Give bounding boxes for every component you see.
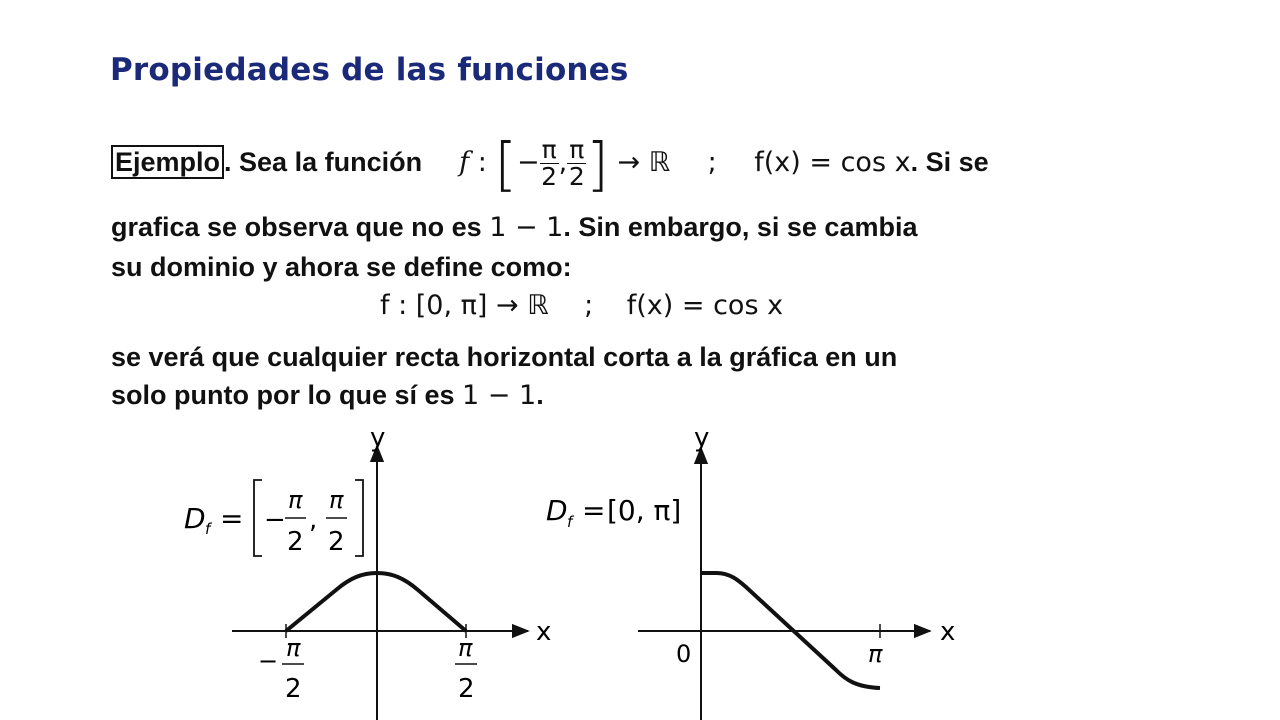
x-axis-label: x [536,617,552,647]
paragraph-line-1: Ejemplo . Sea la función f : [− $\frac{\pi}{2}$ , $\frac{\pi}{2}$ ] → ℝ ; f(x) = cos x. Si se [111,134,989,206]
domain-two-1: 2 [287,527,304,557]
formula-rhs: f(x) = cos x [626,290,784,321]
domain-left-bracket [254,480,262,556]
domain-pi-2: π [329,486,344,514]
fraction-neg-pi-half: $\frac{\pi}{2}$ [541,135,558,192]
origin-label: 0 [676,640,692,668]
line2-text-a: grafica se observa que no es [111,212,482,242]
one-to-one: 1 − 1 [462,380,537,411]
line6-text: solo punto por lo que sí es [111,380,455,410]
x-axis-label: x [940,617,956,647]
tick-label-minus: − [258,647,279,675]
left-bracket: [ [494,129,517,198]
colon: : [469,147,487,178]
semicolon: ; [707,147,717,178]
domain-two-2: 2 [328,527,345,557]
line1-tail: . Si se [910,147,989,177]
domain-comma: , [309,505,318,535]
paragraph-line-3: su dominio y ahora se define como: [111,252,572,282]
graph-left [184,423,551,720]
tick-label-two-left: 2 [285,674,302,704]
domain-right-bracket [355,480,363,556]
paragraph-line-5: se verá que cualquier recta horizontal corta a la gráfica en un [111,342,898,372]
y-axis-label: y [694,423,710,453]
minus-sign: − [516,147,540,178]
formula-lhs: f : [0, π] → ℝ [380,290,549,321]
function-definition: f(x) = cos x [754,147,911,178]
tick-label-pi-left: π [286,634,301,662]
pi-tick-label: π [868,640,883,668]
y-axis-label: y [370,423,386,453]
tick-label-two-right: 2 [458,674,475,704]
line6-tail: . [536,380,544,410]
line2-text-b: . Sin embargo, si se cambia [563,212,918,242]
domain-minus: − [264,505,286,535]
one-to-one: 1 − 1 [489,212,564,243]
func-name: f [459,147,470,178]
right-bracket: ] [586,129,609,198]
graph-right [546,423,955,720]
slide-title: Propiedades de las funciones [110,52,629,88]
arrow-reals: → ℝ [608,147,671,178]
domain-equals: = [220,502,244,535]
domain-label: D [184,502,206,535]
domain-interval: [0, π] [607,494,682,527]
tick-label-pi-right: π [458,634,473,662]
domain-label: D [546,494,568,527]
line1-text: . Sea la función [224,147,423,177]
example-label: Ejemplo [111,145,224,179]
domain-subscript: f [205,520,211,538]
domain-equals: = [582,494,606,527]
fraction-pi-half: $\frac{\pi}{2}$ [568,135,585,192]
domain-pi-1: π [288,486,303,514]
formula-semicolon: ; [584,290,594,321]
domain-subscript: f [567,513,573,531]
